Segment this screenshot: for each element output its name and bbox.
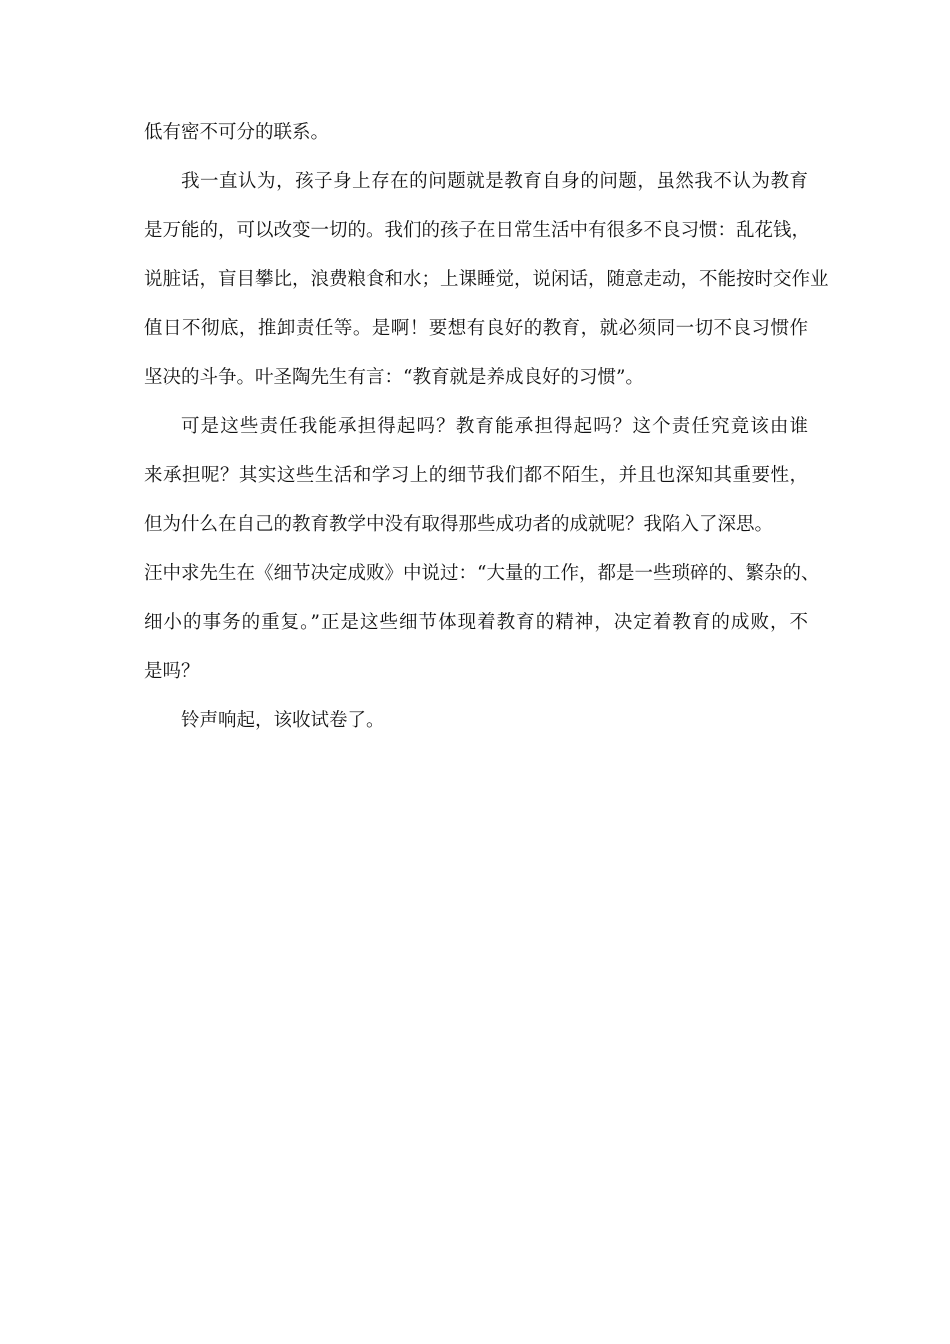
text-line: 汪中求先生在《细节决定成败》中说过：“大量的工作，都是一些琐碎的、繁杂的、	[144, 563, 820, 584]
text-line: 是吗？	[144, 661, 200, 682]
text-line: 可是这些责任我能承担得起吗？教育能承担得起吗？这个责任究竟该由谁	[181, 416, 808, 437]
text-line: 细小的事务的重复。”正是这些细节体现着教育的精神，决定着教育的成败，不	[144, 612, 808, 633]
text-line: 是万能的，可以改变一切的。我们的孩子在日常生活中有很多不良习惯：乱花钱，	[144, 220, 811, 241]
text-line: 低有密不可分的联系。	[144, 122, 330, 143]
text-line: 我一直认为，孩子身上存在的问题就是教育自身的问题，虽然我不认为教育	[181, 171, 808, 192]
text-line: 值日不彻底，推卸责任等。是啊！要想有良好的教育，就必须同一切不良习惯作	[144, 318, 808, 339]
text-line: 说脏话，盲目攀比，浪费粮食和水；上课睡觉，说闲话，随意走动，不能按时交作业	[144, 269, 829, 290]
text-line: 铃声响起，该收试卷了。	[181, 710, 385, 731]
text-line: 但为什么在自己的教育教学中没有取得那些成功者的成就呢？我陷入了深思。	[144, 514, 774, 535]
text-line: 来承担呢？其实这些生活和学习上的细节我们都不陌生，并且也深知其重要性，	[144, 465, 808, 486]
text-line: 坚决的斗争。叶圣陶先生有言：“教育就是养成良好的习惯”。	[144, 367, 644, 388]
